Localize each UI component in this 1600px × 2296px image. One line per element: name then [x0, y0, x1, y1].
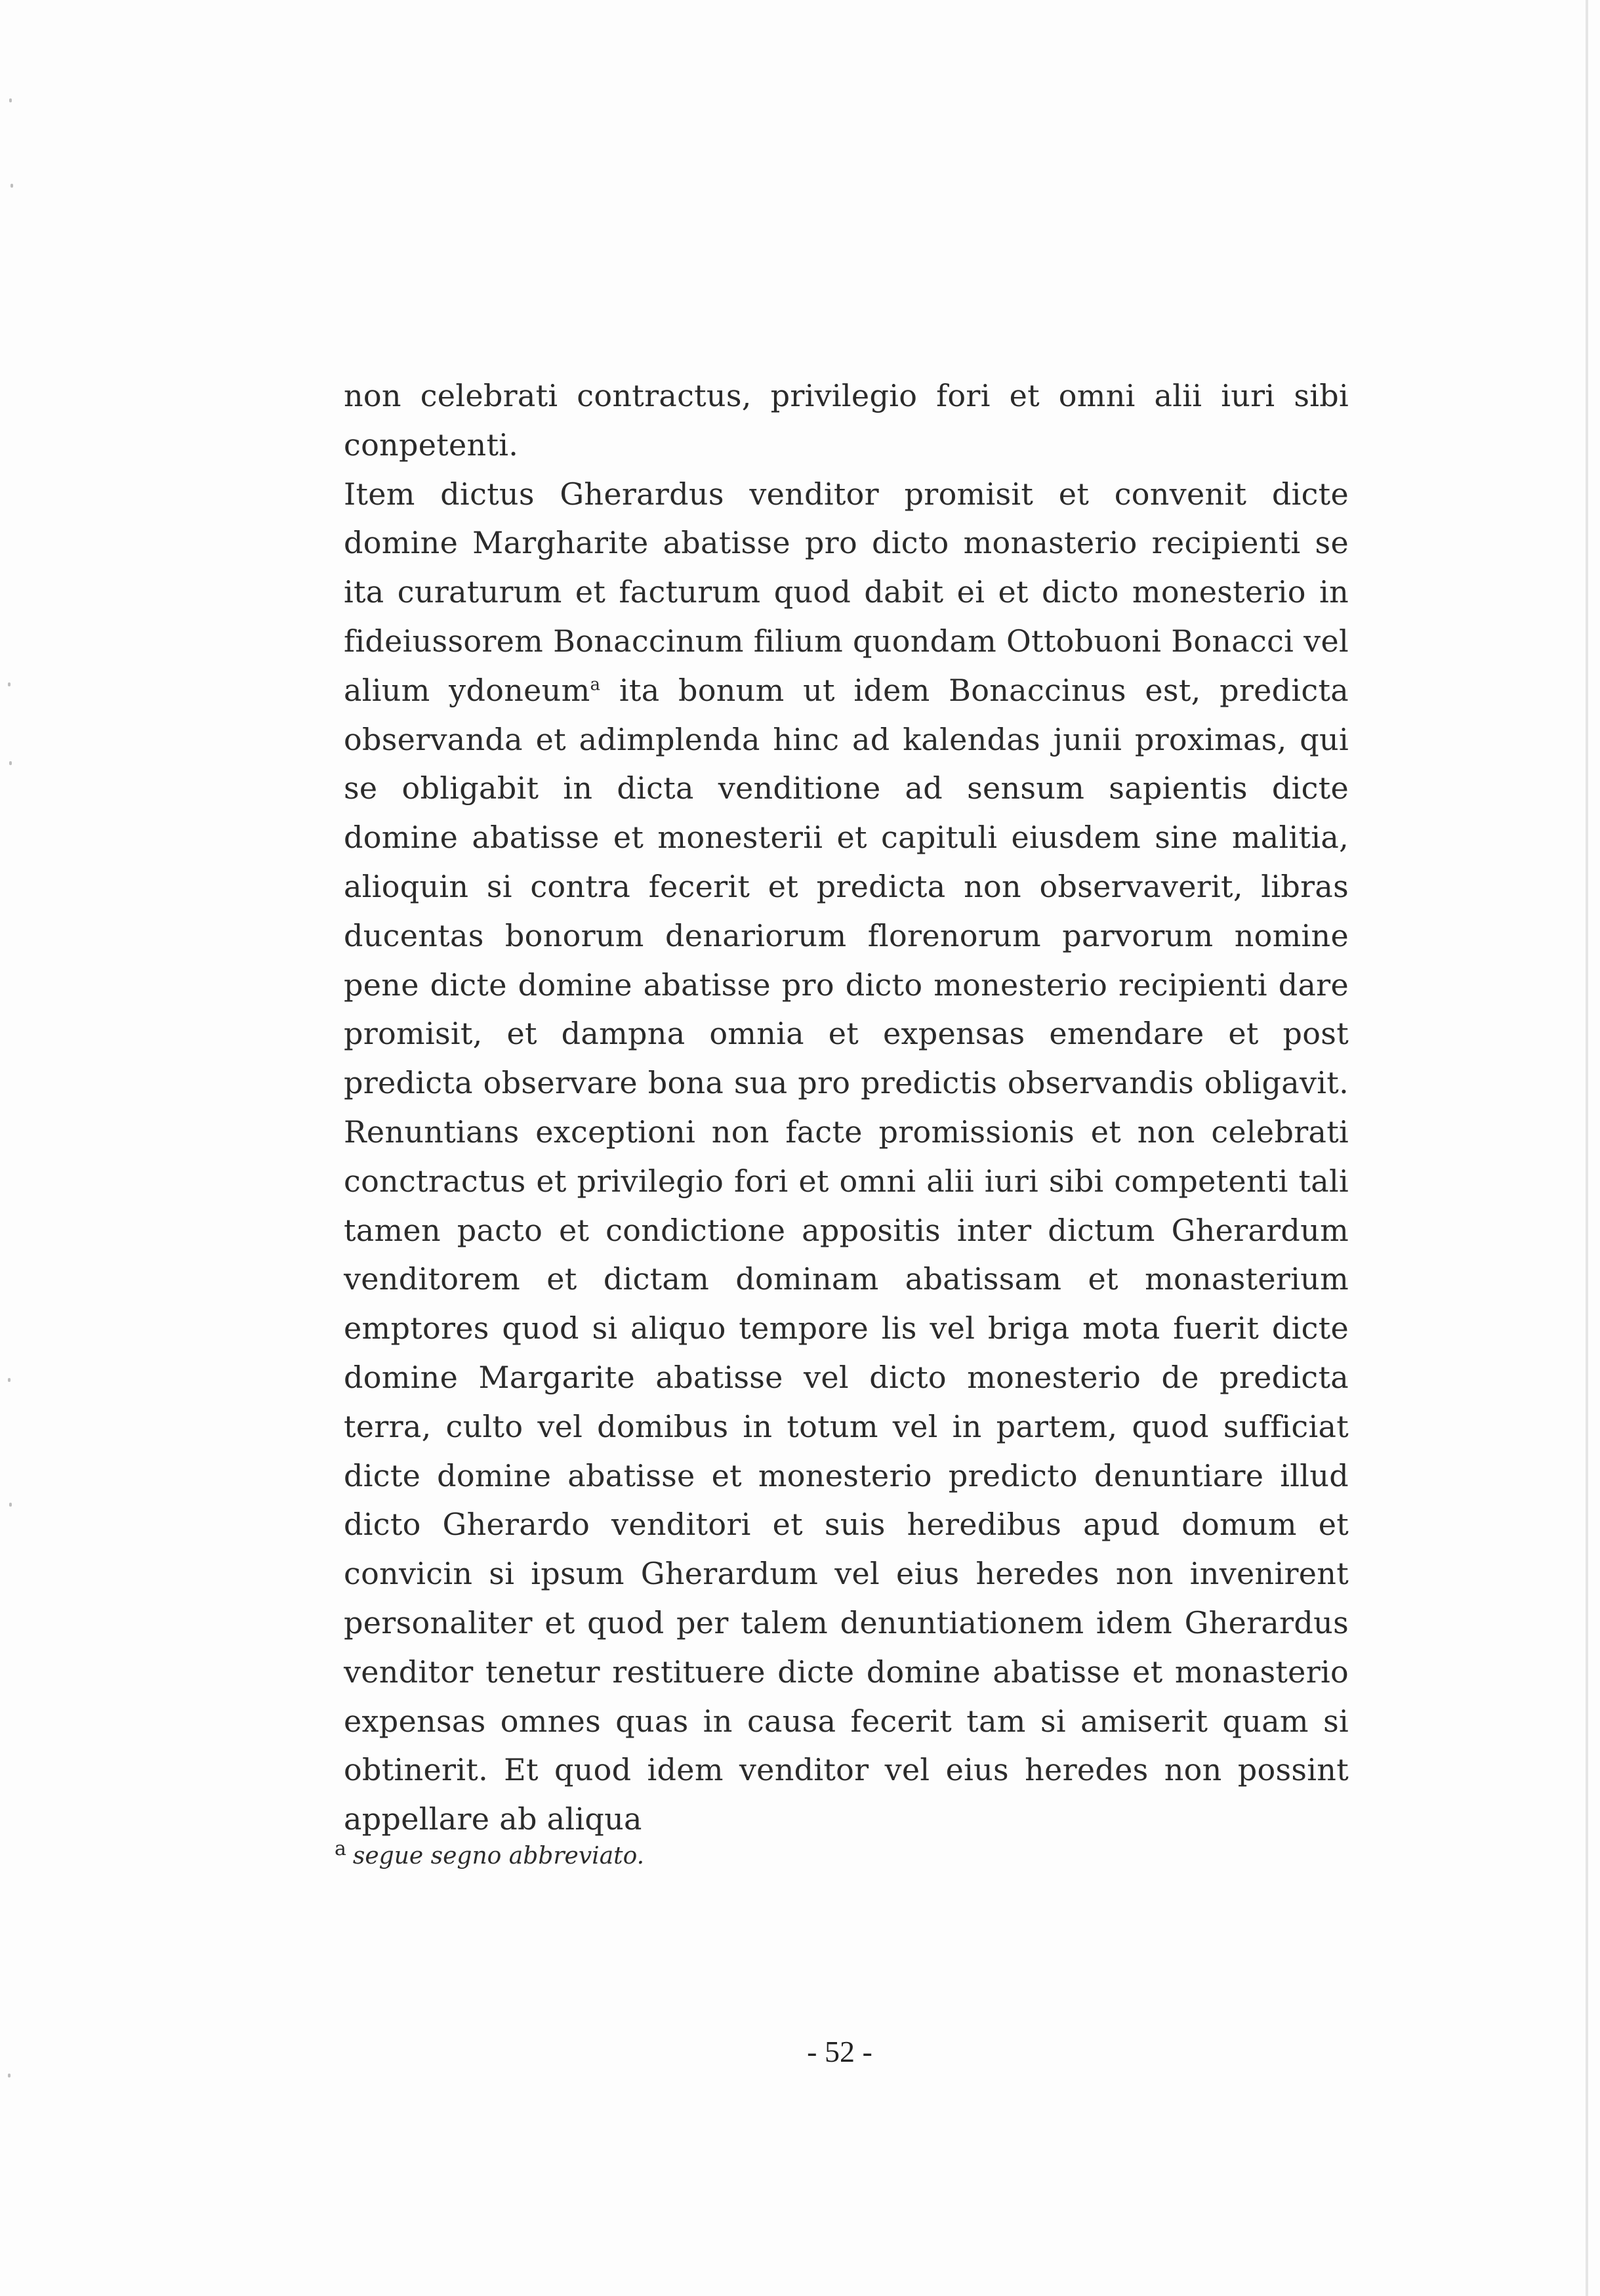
- footnote-label: a: [335, 1837, 346, 1860]
- scan-speck: [8, 682, 10, 686]
- footnote: [335, 1837, 644, 1869]
- scan-speck: [10, 184, 13, 188]
- paragraph-1: [344, 371, 1349, 470]
- transcription-body: [344, 371, 1349, 1844]
- page-number: - 52 -: [807, 2035, 872, 2068]
- page-edge-shadow: [1586, 0, 1588, 2296]
- scan-speck: [9, 761, 12, 765]
- paragraph-2: [344, 470, 1349, 1844]
- footnote-reference-marker: a: [590, 675, 601, 695]
- paragraph-1-text: non celebrati contractus, privilegio fori et omni alii iuri sibi conpetenti.: [344, 378, 1349, 463]
- paragraph-2-text-start: Item dictus Gherardus venditor promisit et convenit dicte domine Margharite abatisse pro dicto monasterio recipienti se ita curaturum et facturum quod dabit ei et dicto monesterio in fideiussorem Bonaccinum filium quondam Ottobuoni Bonacci vel alium ydoneum: [344, 476, 1349, 708]
- scan-speck: [8, 1378, 10, 1382]
- paragraph-2-text-end: ita bonum ut idem Bonaccinus est, predicta observanda et adimplenda hinc ad kalendas junii proximas, qui se obligabit in dicta venditione ad sensum sapientis dicte domine abatisse et monesterii et capituli eiusdem sine malitia, alioquin si contra fecerit et predicta non observaverit, libras ducentas bonorum denariorum florenorum parvorum nomine pene dicte domine abatisse pro dicto monesterio recipienti dare promisit, et dampna omnia et expensas emendare et post predicta observare bona sua pro predictis observandis obligavit. Renuntians exceptioni non facte promissionis et non celebrati conctractus et privilegio fori et omni alii iuri sibi competenti tali tamen pacto et condictione appositis inter dictum Gherardum venditorem et dictam dominam abatissam et monasterium emptores quod si aliquo tempore lis vel briga mota fuerit dicte domine Margarite abatisse vel dicto monesterio de predicta terra, culto vel domibus in totum vel in partem, quod sufficiat dicte domine abatisse et monesterio predicto denuntiare illud dicto Gherardo venditori et suis heredibus apud domum et convicin si ipsum Gherardum vel eius heredes non invenirent personaliter et quod per talem denuntiationem idem Gherardus venditor tenetur restituere dicte domine abatisse et monasterio expensas omnes quas in causa fecerit tam si amiserit quam si obtinerit. Et quod idem venditor vel eius heredes non possint appellare ab aliqua: [344, 672, 1349, 1837]
- scan-speck: [9, 98, 12, 102]
- scan-speck: [9, 1503, 12, 1507]
- scan-speck: [8, 2074, 10, 2077]
- footnote-text: segue segno abbreviato.: [352, 1843, 645, 1869]
